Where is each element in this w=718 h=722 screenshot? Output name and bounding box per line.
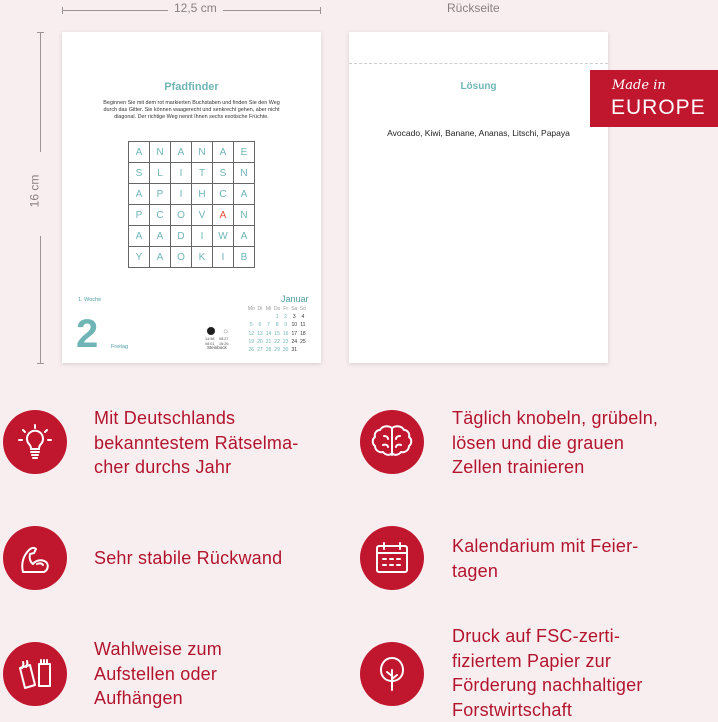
grid-cell: A	[213, 142, 234, 163]
calendar-day: 1	[275, 314, 279, 321]
calendar-day: 22	[274, 338, 280, 345]
calendar-day	[247, 314, 256, 322]
calendar-day: 11	[300, 322, 306, 329]
calendar-day: 23	[282, 338, 289, 345]
calendar-day: 31	[291, 346, 298, 353]
height-dimension-line-bottom	[40, 236, 41, 364]
grid-cell: A	[150, 247, 171, 268]
calendar-day: 6	[258, 322, 262, 329]
grid-cell: T	[192, 163, 213, 184]
calendar-day: 13	[257, 330, 263, 337]
grid-cell: K	[192, 247, 213, 268]
grid-cell: A	[129, 142, 150, 163]
height-dimension-line-top	[40, 32, 41, 152]
grid-cell: N	[234, 163, 255, 184]
grid-cell: A	[150, 226, 171, 247]
calendar-day: 25	[300, 338, 306, 345]
grid-cell: W	[213, 226, 234, 247]
hang-stand-icon	[3, 642, 67, 706]
weekday-header: Do	[273, 306, 281, 312]
mini-calendar	[247, 306, 307, 355]
grid-cell: A	[234, 226, 255, 247]
grid-cell: O	[171, 247, 192, 268]
grid-cell: A	[129, 184, 150, 205]
moon-times: 14:58 08:01	[205, 337, 215, 346]
calendar-day: 8	[275, 322, 279, 329]
grid-cell: I	[171, 163, 192, 184]
grid-cell: I	[171, 184, 192, 205]
feature-text-4: Kalendarium mit Feier- tagen	[452, 536, 639, 581]
feature-text-3: Sehr stabile Rückwand	[94, 548, 283, 568]
calendar-day: 16	[282, 330, 289, 337]
height-label: 16 cm	[27, 174, 42, 208]
calendar-day: 20	[257, 338, 263, 345]
day-number: 2	[76, 312, 99, 356]
moon-icon	[207, 327, 215, 335]
height-tick-top	[37, 32, 44, 33]
calendar-front-page	[62, 32, 321, 363]
calendar-day: 29	[274, 346, 280, 353]
weekday-header: So	[299, 306, 306, 312]
grid-cell: N	[192, 142, 213, 163]
feature-text-5: Wahlweise zum Aufstellen oder Aufhängen	[94, 639, 222, 708]
grid-cell: H	[192, 184, 213, 205]
calendar-day: 21	[265, 338, 272, 345]
calendar-day: 9	[284, 322, 288, 329]
width-tick-left	[62, 7, 63, 14]
perforation-line	[349, 63, 608, 64]
calendar-day: 4	[301, 314, 305, 321]
calendar-day	[299, 347, 308, 355]
calendar-icon	[360, 526, 424, 590]
grid-cell: N	[150, 142, 171, 163]
grid-cell: N	[234, 205, 255, 226]
puzzle-title: Pfadfinder	[164, 81, 219, 93]
grid-cell: Y	[129, 247, 150, 268]
brain-icon	[360, 410, 424, 474]
grid-cell: A	[234, 184, 255, 205]
grid-cell: E	[234, 142, 255, 163]
grid-cell: S	[213, 163, 234, 184]
solution-text: Avocado, Kiwi, Banane, Ananas, Litschi, Papaya	[387, 128, 570, 138]
made-in-europe-badge	[590, 70, 718, 127]
height-tick-bottom	[37, 363, 44, 364]
sun-icon: ☼	[222, 326, 230, 335]
grid-cell: A	[171, 142, 192, 163]
grid-cell: O	[171, 205, 192, 226]
weekday-header: Di	[257, 306, 263, 312]
calendar-day	[256, 314, 265, 322]
calendar-day: 26	[248, 346, 255, 353]
calendar-day: 28	[265, 346, 272, 353]
weekday-header: Fr	[283, 306, 289, 312]
tree-icon	[360, 642, 424, 706]
calendar-day: 27	[257, 346, 263, 353]
solution-title: Lösung	[460, 81, 497, 92]
grid-cell: L	[150, 163, 171, 184]
calendar-day: 7	[267, 322, 270, 329]
grid-cell: I	[192, 226, 213, 247]
calendar-day: 14	[265, 330, 272, 337]
sun-times: 08:27 16:26	[219, 337, 229, 346]
grid-cell: S	[129, 163, 150, 184]
calendar-day: 19	[248, 338, 255, 345]
weekday-header: Mo	[247, 306, 255, 312]
calendar-day: 30	[282, 346, 289, 353]
week-label: 1. Woche	[78, 297, 102, 303]
grid-cell: I	[213, 247, 234, 268]
grid-cell: D	[171, 226, 192, 247]
calendar-day: 24	[291, 338, 298, 345]
feature-text-6: Druck auf FSC-zerti- fiziertem Papier zur Förderung nachhaltiger Forstwirtschaft	[452, 626, 643, 720]
letter-grid	[128, 141, 255, 268]
day-name: Freitag	[111, 344, 129, 350]
calendar-day: 15	[274, 330, 280, 337]
grid-cell: V	[192, 205, 213, 226]
grid-cell: A	[129, 226, 150, 247]
grid-cell: C	[213, 184, 234, 205]
calendar-day: 18	[300, 330, 306, 337]
calendar-back-page	[349, 32, 608, 363]
badge-line1: Made in	[612, 78, 666, 93]
grid-cell: B	[234, 247, 255, 268]
width-tick-right	[320, 7, 321, 14]
feature-text-2: Täglich knobeln, grübeln, lösen und die grauen Zellen trainieren	[452, 408, 659, 477]
calendar-day	[264, 314, 273, 322]
calendar-day: 5	[249, 322, 253, 329]
grid-cell: P	[150, 184, 171, 205]
calendar-day: 2	[284, 314, 288, 321]
calendar-day: 12	[248, 330, 255, 337]
zodiac-sign: Steinbock	[207, 345, 227, 350]
width-label: 12,5 cm	[168, 1, 223, 15]
badge-line2: EUROPE	[611, 96, 706, 119]
calendar-day: 10	[291, 322, 298, 329]
grid-cell: A	[213, 205, 234, 226]
back-side-label: Rückseite	[447, 1, 500, 15]
weekday-header: Sa	[291, 306, 298, 312]
calendar-day: 3	[292, 314, 296, 321]
calendar-day: 17	[291, 330, 298, 337]
strong-arm-icon	[3, 526, 67, 590]
lightbulb-icon	[3, 410, 67, 474]
puzzle-instructions: Beginnen Sie mit dem rot markierten Buchstaben und finden Sie den Weg durch das Gitter. Sie können waagerecht und senkrecht gehen, aber nicht diagonal. Der richtige Weg nennt Ihnen sechs exotische Früchte.	[103, 100, 280, 120]
month-title: Januar	[281, 294, 309, 304]
grid-cell: C	[150, 205, 171, 226]
grid-cell: P	[129, 205, 150, 226]
feature-text-1: Mit Deutschlands bekanntestem Rätselma- cher durchs Jahr	[94, 408, 299, 477]
weekday-header: Mi	[265, 306, 272, 312]
